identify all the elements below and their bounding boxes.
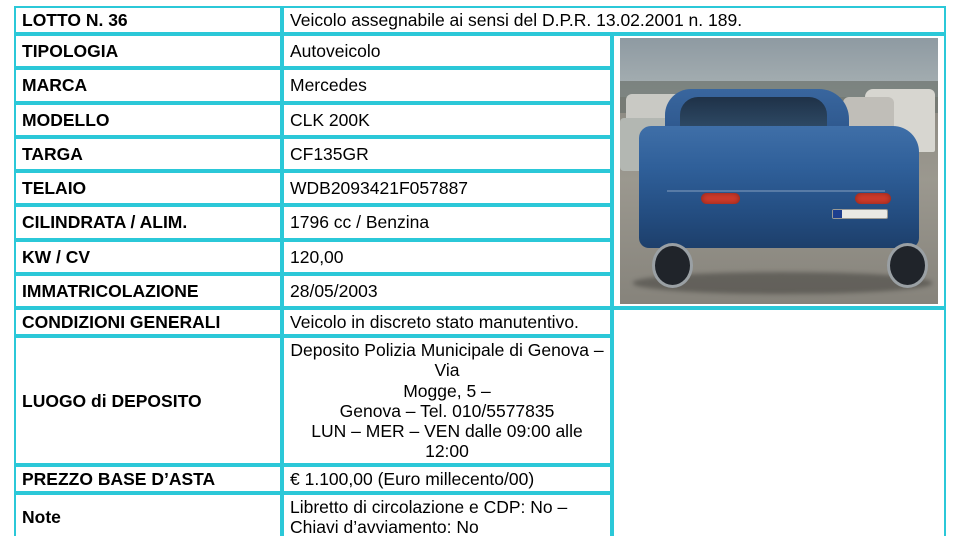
deposito-line-1: Deposito Polizia Municipale di Genova – Via [290,340,604,381]
photo-car-taillight-left [701,193,740,204]
row-value-luogo-deposito [282,336,612,465]
row-label-marca: MARCA [14,68,282,102]
row-label-kw-cv: KW / CV [14,240,282,274]
row-value-prezzo-base-asta: € 1.100,00 (Euro millecento/00) [282,465,612,493]
row-value-immatricolazione: 28/05/2003 [282,274,612,308]
photo-car-body [639,126,919,248]
row-label-prezzo-base-asta: PREZZO BASE D’ASTA [14,465,282,493]
row-label-note: Note [14,493,282,536]
row-value-telaio: WDB2093421F057887 [282,171,612,205]
row-label-luogo-deposito: LUOGO di DEPOSITO [14,336,282,465]
row-label-telaio: TELAIO [14,171,282,205]
row-value-modello: CLK 200K [282,103,612,137]
row-value-tipologia: Autoveicolo [282,34,612,68]
row-value-targa: CF135GR [282,137,612,171]
photo-car-wheel-left [652,243,693,288]
row-label-condizioni-generali: CONDIZIONI GENERALI [14,308,282,336]
row-label-immatricolazione: IMMATRICOLAZIONE [14,274,282,308]
photo-car-license-plate [832,209,888,219]
deposito-line-2: Mogge, 5 – [403,380,491,401]
row-value-condizioni-generali: Veicolo in discreto stato manutentivo. [282,308,612,336]
row-label-tipologia: TIPOLOGIA [14,34,282,68]
vehicle-photo [620,38,938,304]
row-label-targa: TARGA [14,137,282,171]
row-value-kw-cv: 120,00 [282,240,612,274]
row-label-lot-number: LOTTO N. 36 [14,6,282,34]
row-value-cilindrata-alimentazione: 1796 cc / Benzina [282,205,612,239]
row-value-note: Libretto di circolazione e CDP: No – Chiavi d’avviamento: No [282,493,612,536]
row-label-cilindrata-alimentazione: CILINDRATA / ALIM. [14,205,282,239]
deposito-line-4: LUN – MER – VEN dalle 09:00 alle 12:00 [311,420,583,461]
row-value-lot-description: Veicolo assegnabile ai sensi del D.P.R. 13.02.2001 n. 189. [282,6,946,34]
vehicle-photo-cell [612,34,946,308]
photo-spacer-cell [612,308,946,536]
table-row [14,34,946,68]
vehicle-lot-table [14,6,946,536]
photo-car-taillight-right [855,193,891,204]
row-value-marca: Mercedes [282,68,612,102]
table-row [14,308,946,336]
photo-car-trunk-line [667,190,885,192]
row-label-modello: MODELLO [14,103,282,137]
deposito-line-3: Genova – Tel. 010/5577835 [339,400,555,421]
table-row [14,6,946,34]
